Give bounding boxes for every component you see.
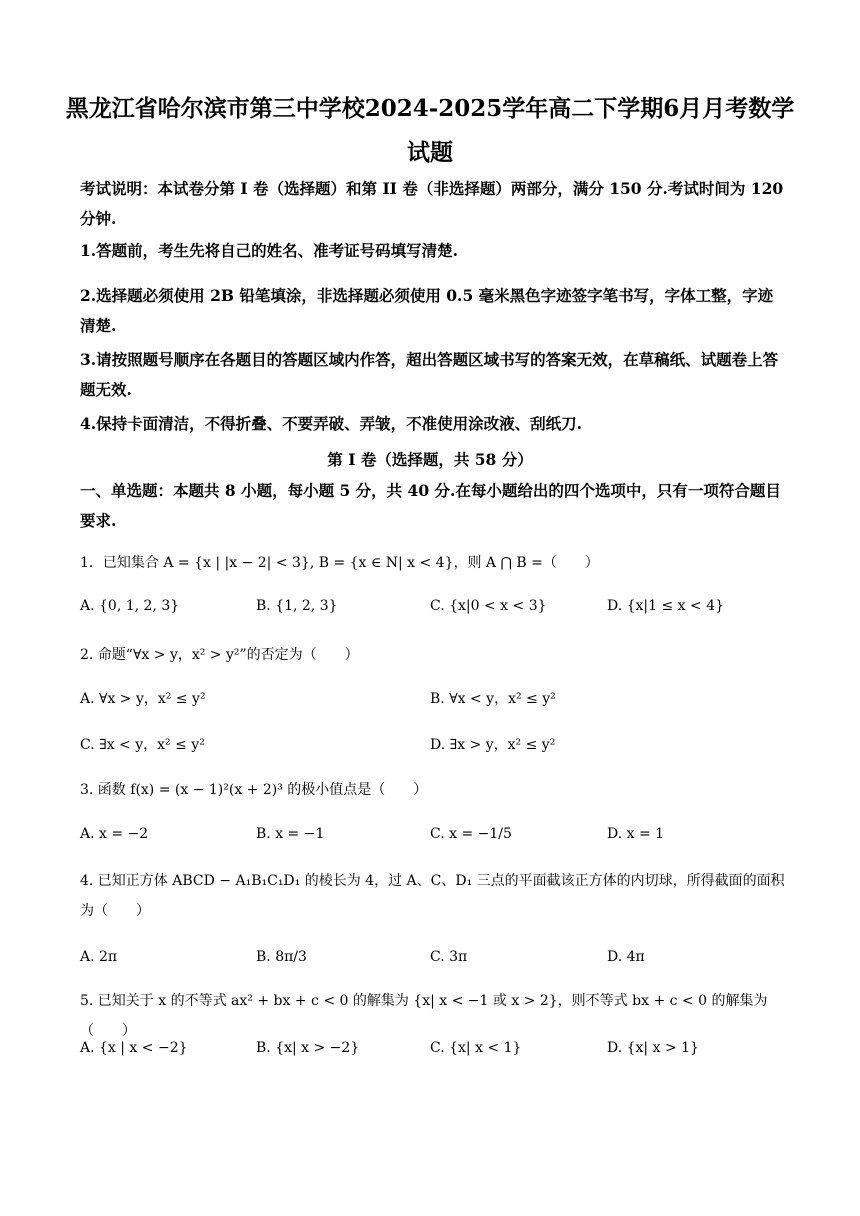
q4-option-b: B. 8π/3 xyxy=(256,949,307,965)
q1-option-b: B. {1, 2, 3} xyxy=(256,598,338,614)
part-one-description: 一、单选题：本题共 8 小题，每小题 5 分，共 40 分.在每小题给出的四个选项中，只有一项符合题目要求. xyxy=(80,481,781,530)
page-title-line2: 试题 xyxy=(407,139,453,166)
question-5: 5. 已知关于 x 的不等式 ax² + bx + c < 0 的解集为 {x| x < −1 或 x > 2}，则不等式 bx + c < 0 的解集为（ ） xyxy=(80,993,768,1039)
q5-option-c: C. {x| x < 1} xyxy=(430,1040,522,1056)
instruction-item-3: 3.请按照题号顺序在各题目的答题区域内作答，超出答题区域书写的答案无效，在草稿纸、试题卷上答题无效. xyxy=(80,350,779,399)
q3-option-d: D. x = 1 xyxy=(607,826,665,842)
q2-option-d: D. ∃x > y，x² ≤ y² xyxy=(430,737,556,753)
q3-option-c: C. x = −1/5 xyxy=(430,826,512,842)
q1-option-c: C. {x|0 < x < 3} xyxy=(430,598,547,614)
q4-option-c: C. 3π xyxy=(430,949,468,965)
question-1: 1．已知集合 A = {x | |x − 2| < 3}, B = {x ∈ N| x < 4}，则 A ⋂ B =（ ） xyxy=(80,555,599,571)
question-4: 4. 已知正方体 ABCD − A₁B₁C₁D₁ 的棱长为 4，过 A、C、D₁ 三点的平面截该正方体的内切球，所得截面的面积为（ ） xyxy=(80,873,785,919)
q4-option-a: A. 2π xyxy=(80,949,118,965)
question-3: 3. 函数 f(x) = (x − 1)²(x + 2)³ 的极小值点是（ ） xyxy=(80,782,428,798)
instruction-item-4: 4.保持卡面清洁，不得折叠、不要弄破、弄皱，不准使用涂改液、刮纸刀. xyxy=(80,414,583,433)
q3-option-a: A. x = −2 xyxy=(80,826,149,842)
q4-option-d: D. 4π xyxy=(607,949,645,965)
page-title-line1: 黑龙江省哈尔滨市第三中学校2024-2025学年高二下学期6月月考数学 xyxy=(65,95,795,122)
q2-option-c: C. ∃x < y，x² ≤ y² xyxy=(80,737,205,753)
q3-option-b: B. x = −1 xyxy=(256,826,325,842)
q5-option-a: A. {x | x < −2} xyxy=(80,1040,188,1056)
q2-option-a: A. ∀x > y，x² ≤ y² xyxy=(80,691,206,707)
q5-option-d: D. {x| x > 1} xyxy=(607,1040,699,1056)
section-heading: 第 I 卷（选择题，共 58 分） xyxy=(327,450,533,469)
q5-option-b: B. {x| x > −2} xyxy=(256,1040,360,1056)
q2-option-b: B. ∀x < y，x² ≤ y² xyxy=(430,691,556,707)
q1-option-a: A. {0, 1, 2, 3} xyxy=(80,598,180,614)
q1-option-d: D. {x|1 ≤ x < 4} xyxy=(607,598,725,614)
instruction-item-2: 2.选择题必须使用 2B 铅笔填涂，非选择题必须使用 0.5 毫米黑色字迹签字笔书写，字体工整，字迹清楚. xyxy=(80,286,774,335)
exam-instructions-intro: 考试说明：本试卷分第 I 卷（选择题）和第 II 卷（非选择题）两部分，满分 150 分.考试时间为 120 分钟. xyxy=(80,179,784,228)
question-2: 2. 命题“∀x > y，x² > y²”的否定为（ ） xyxy=(80,647,359,663)
instruction-item-1: 1.答题前，考生先将自己的姓名、准考证号码填写清楚. xyxy=(80,241,459,260)
